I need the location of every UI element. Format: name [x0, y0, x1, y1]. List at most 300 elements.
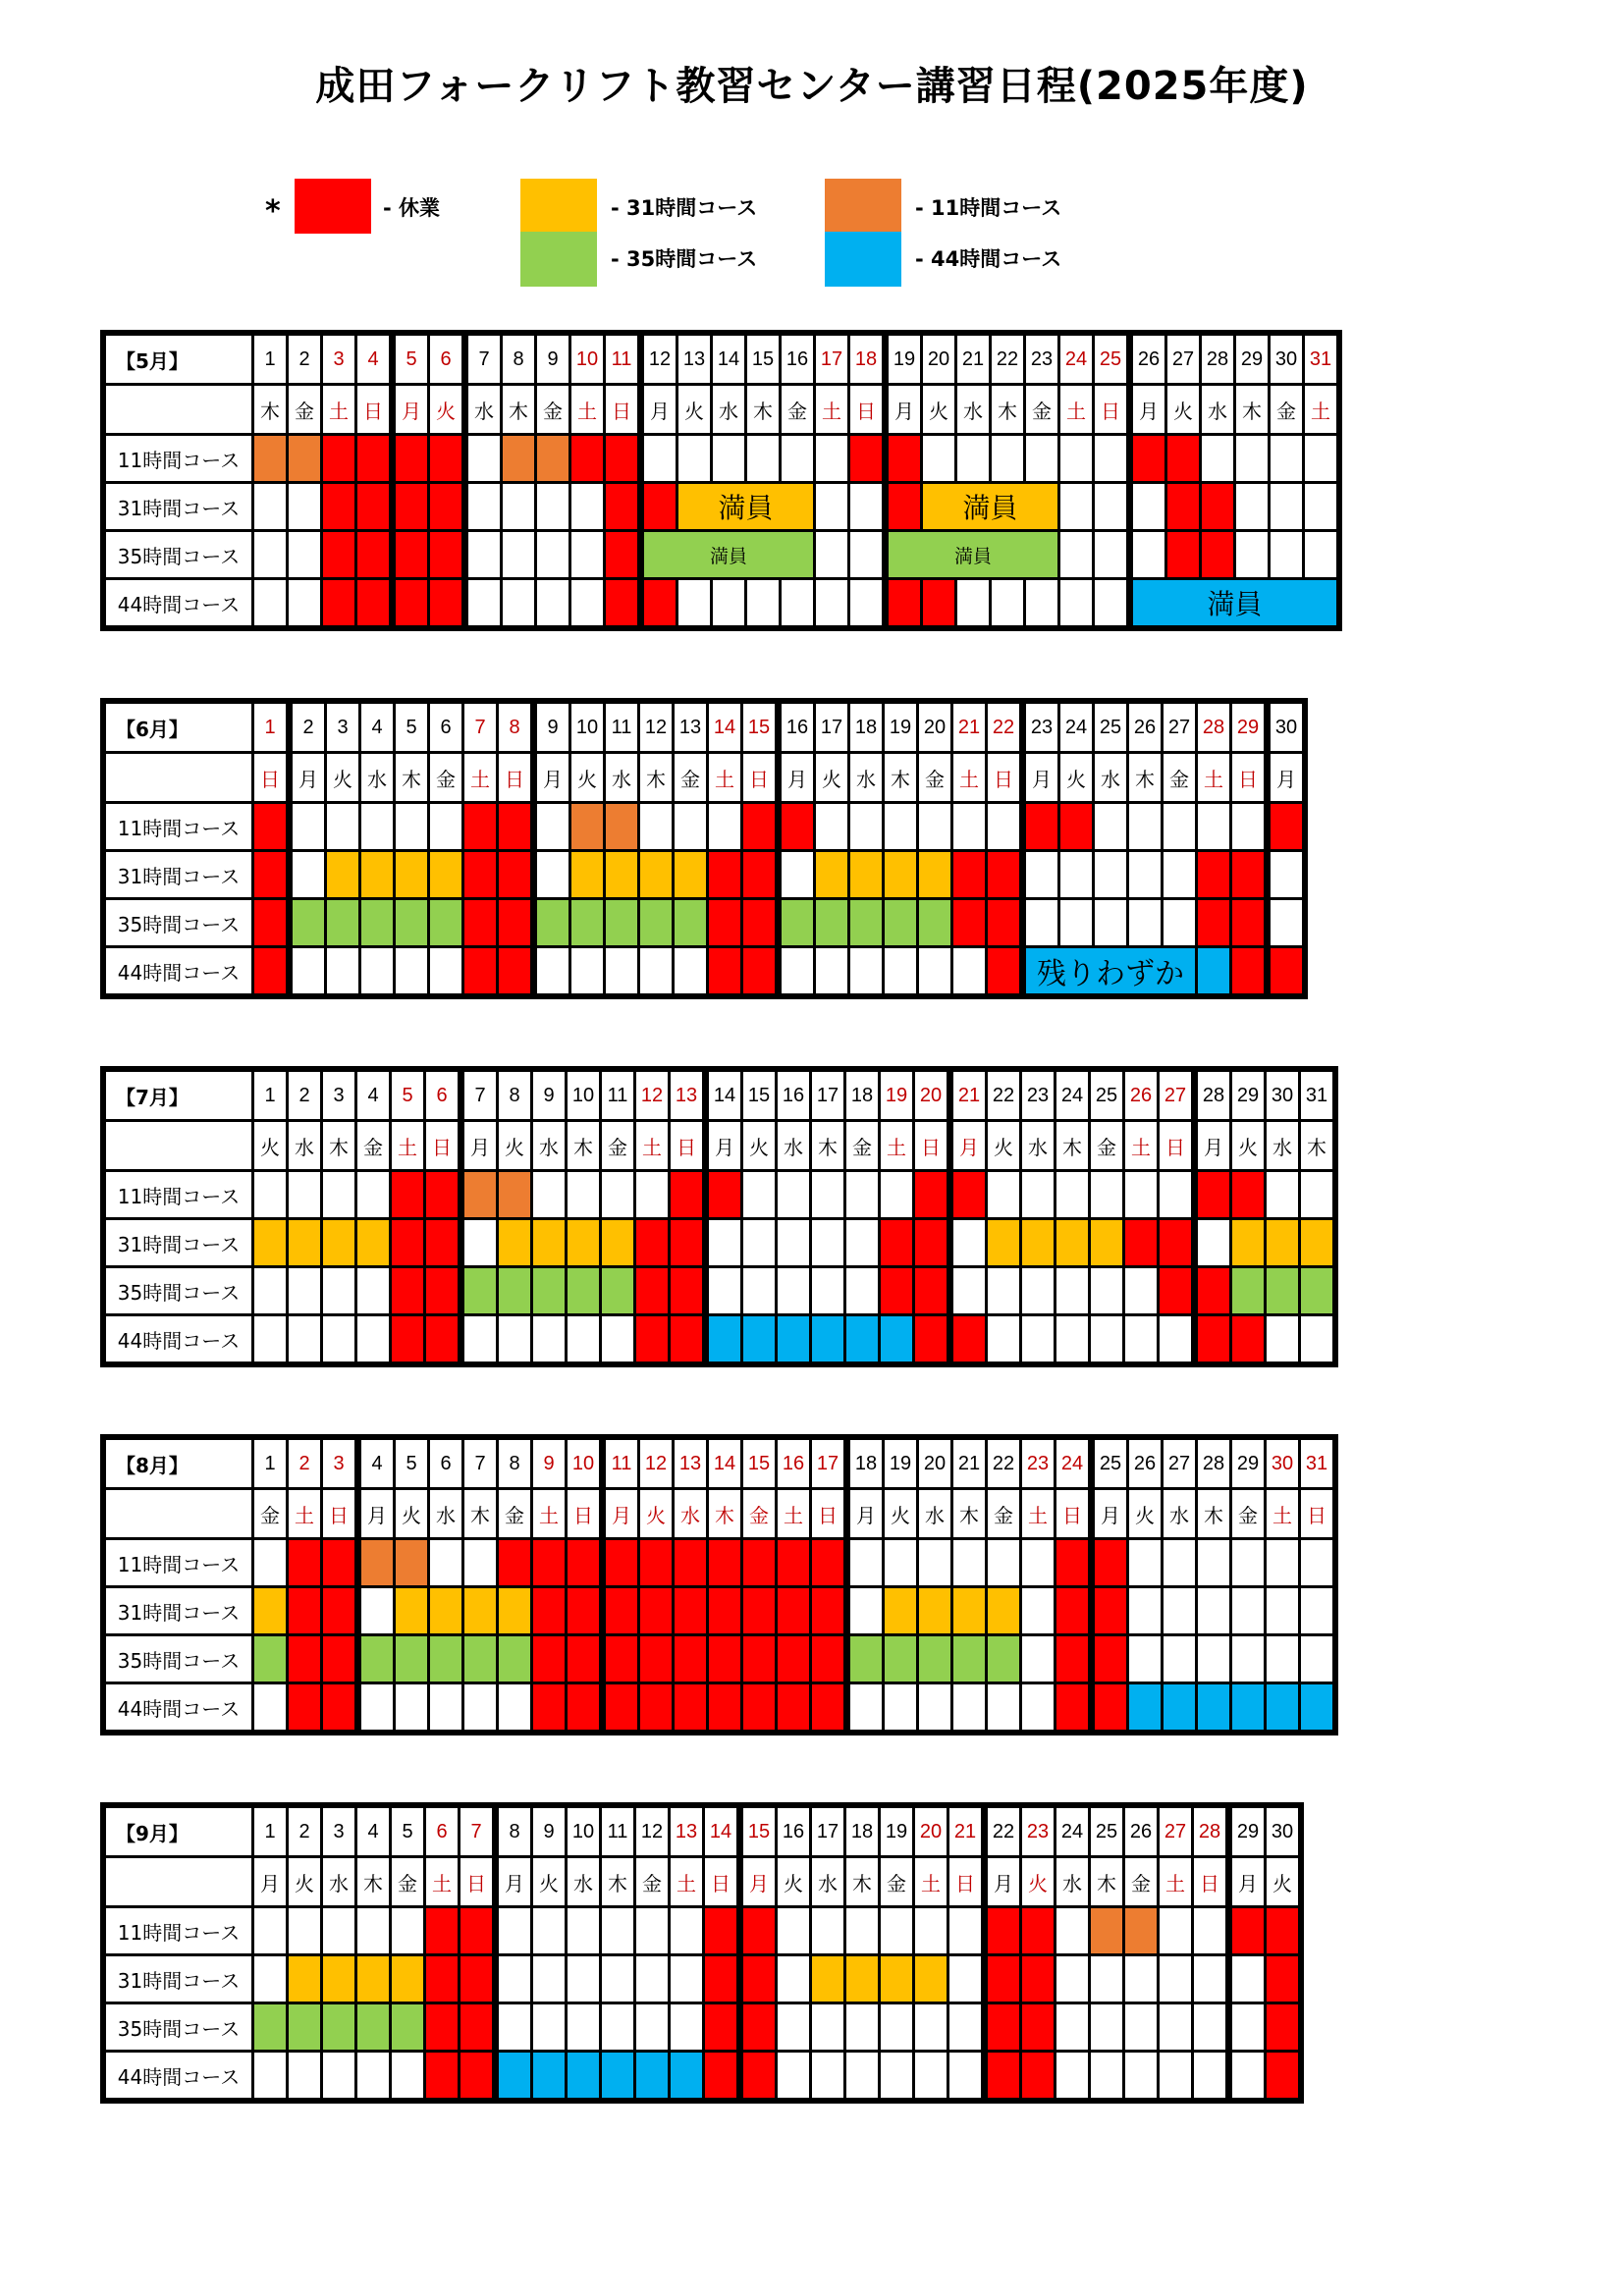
- schedule-cell: [740, 1907, 777, 1955]
- schedule-cell: [987, 1683, 1021, 1734]
- schedule-cell: [536, 435, 570, 483]
- schedule-cell: [1229, 1955, 1266, 2003]
- schedule-cell: [1094, 803, 1128, 851]
- schedule-cell: [1094, 579, 1130, 629]
- date-cell: 28: [1201, 333, 1235, 385]
- schedule-cell: [1231, 1587, 1266, 1635]
- schedule-cell: [1090, 2052, 1124, 2102]
- date-cell: 29: [1231, 701, 1268, 753]
- schedule-cell: [496, 1907, 532, 1955]
- date-cell: 29: [1235, 333, 1270, 385]
- weekday-cell: 火: [884, 1489, 918, 1539]
- schedule-cell: [1128, 1683, 1163, 1734]
- schedule-cell: [674, 1683, 708, 1734]
- schedule-cell: [498, 1539, 532, 1587]
- legend-swatch-11h: [825, 179, 901, 234]
- weekday-cell: 木: [811, 1121, 845, 1171]
- date-cell: 5: [391, 1069, 425, 1121]
- schedule-cell: [1159, 2052, 1193, 2102]
- schedule-cell: [290, 803, 326, 851]
- weekday-cell: 日: [1056, 1489, 1092, 1539]
- month-name: 【8月】: [103, 1437, 253, 1489]
- date-cell: 22: [987, 701, 1023, 753]
- schedule-cell: [1197, 1635, 1231, 1683]
- schedule-cell: [393, 531, 429, 579]
- schedule-cell: [605, 579, 641, 629]
- weekday-cell: 木: [1090, 1857, 1124, 1907]
- date-cell: 2: [288, 333, 322, 385]
- schedule-cell: [1090, 1907, 1124, 1955]
- date-cell: 8: [498, 1437, 532, 1489]
- schedule-cell: [886, 579, 922, 629]
- schedule-cell: [880, 1219, 914, 1267]
- schedule-cell: [1124, 1315, 1159, 1365]
- weekday-cell: 日: [987, 753, 1023, 803]
- schedule-cell: [987, 1539, 1021, 1587]
- schedule-cell: [1159, 2003, 1193, 2052]
- schedule-cell: [605, 803, 639, 851]
- date-cell: 18: [845, 1805, 880, 1857]
- weekday-cell: 月: [985, 1857, 1021, 1907]
- schedule-cell: [987, 1171, 1021, 1219]
- schedule-cell: [391, 1171, 425, 1219]
- schedule-cell: [465, 531, 502, 579]
- schedule-cell: [253, 1907, 288, 1955]
- schedule-cell: [1090, 2003, 1124, 2052]
- legend-label-11h: - 11時間コース: [915, 196, 1062, 220]
- schedule-cell: [1270, 531, 1304, 579]
- weekday-cell: 水: [288, 1121, 322, 1171]
- date-cell: 29: [1231, 1069, 1266, 1121]
- schedule-cell: [880, 1315, 914, 1365]
- schedule-cell: [601, 1907, 635, 1955]
- legend-swatch-44h: [825, 232, 901, 287]
- schedule-cell: [987, 803, 1023, 851]
- weekday-cell: 木: [1197, 1489, 1231, 1539]
- date-cell: 5: [391, 1805, 425, 1857]
- date-cell: 9: [536, 333, 570, 385]
- date-cell: 17: [811, 1805, 845, 1857]
- schedule-cell: [950, 1315, 987, 1365]
- schedule-cell: [1197, 803, 1231, 851]
- course-label-11h: 11時間コース: [103, 803, 253, 851]
- weekday-cell: 水: [1094, 753, 1128, 803]
- schedule-cell: [914, 2003, 948, 2052]
- schedule-cell: [811, 1267, 845, 1315]
- schedule-cell: [1229, 2052, 1266, 2102]
- status-note: 満員: [1130, 579, 1340, 629]
- schedule-cell: [429, 435, 465, 483]
- schedule-cell: [461, 1315, 498, 1365]
- course-label-31h: 31時間コース: [103, 851, 253, 899]
- schedule-cell: [253, 1635, 288, 1683]
- schedule-cell: [567, 2003, 601, 2052]
- schedule-cell: [948, 2003, 985, 2052]
- schedule-cell: [1059, 899, 1094, 947]
- schedule-cell: [532, 1539, 567, 1587]
- date-cell: 27: [1163, 1437, 1197, 1489]
- schedule-cell: [253, 803, 290, 851]
- schedule-cell: [463, 1539, 498, 1587]
- schedule-cell: [670, 1907, 704, 1955]
- weekday-cell: 日: [253, 753, 290, 803]
- schedule-cell: [886, 483, 922, 531]
- schedule-cell: [601, 1955, 635, 2003]
- weekday-cell: 土: [952, 753, 987, 803]
- date-cell: 29: [1229, 1805, 1266, 1857]
- schedule-cell: [463, 1587, 498, 1635]
- schedule-cell: [567, 1683, 603, 1734]
- schedule-cell: [1304, 483, 1340, 531]
- date-cell: 13: [670, 1069, 706, 1121]
- weekday-cell: 水: [429, 1489, 463, 1539]
- schedule-cell: [1266, 1219, 1300, 1267]
- schedule-cell: [496, 1955, 532, 2003]
- schedule-cell: [1059, 435, 1094, 483]
- weekday-cell: 木: [708, 1489, 742, 1539]
- date-cell: 25: [1090, 1069, 1124, 1121]
- date-cell: 9: [532, 1437, 567, 1489]
- schedule-cell: [1201, 483, 1235, 531]
- schedule-cell: [1197, 1683, 1231, 1734]
- schedule-cell: [601, 1219, 635, 1267]
- weekday-cell: 金: [674, 753, 708, 803]
- weekday-cell: 金: [253, 1489, 288, 1539]
- schedule-cell: [322, 1539, 358, 1587]
- date-cell: 8: [502, 333, 536, 385]
- schedule-cell: [884, 803, 918, 851]
- schedule-cell: [567, 1635, 603, 1683]
- date-cell: 15: [742, 701, 779, 753]
- schedule-cell: [1235, 435, 1270, 483]
- weekday-cell: 火: [1266, 1857, 1302, 1907]
- schedule-cell: [781, 579, 815, 629]
- date-cell: 27: [1159, 1805, 1193, 1857]
- weekday-cell: 水: [1056, 1857, 1090, 1907]
- schedule-cell: [1266, 1171, 1300, 1219]
- schedule-cell: [922, 579, 956, 629]
- weekday-header-blank: [103, 385, 253, 435]
- status-note: 満員: [922, 483, 1059, 531]
- schedule-cell: [1021, 1539, 1056, 1587]
- date-cell: 22: [987, 1437, 1021, 1489]
- schedule-cell: [1163, 1587, 1197, 1635]
- schedule-table: [100, 330, 1342, 631]
- weekday-cell: 金: [987, 1489, 1021, 1539]
- schedule-cell: [674, 851, 708, 899]
- schedule-cell: [532, 1315, 567, 1365]
- schedule-cell: [1021, 1955, 1056, 2003]
- schedule-cell: [742, 1315, 777, 1365]
- schedule-cell: [985, 1955, 1021, 2003]
- legend-label-35h: - 35時間コース: [611, 247, 758, 271]
- schedule-cell: [534, 803, 570, 851]
- schedule-cell: [1195, 1171, 1231, 1219]
- schedule-cell: [985, 2052, 1021, 2102]
- schedule-cell: [948, 1907, 985, 1955]
- schedule-cell: [1021, 2052, 1056, 2102]
- schedule-cell: [674, 1539, 708, 1587]
- weekday-cell: 土: [1304, 385, 1340, 435]
- weekday-cell: 日: [1231, 753, 1268, 803]
- schedule-cell: [1130, 531, 1166, 579]
- schedule-cell: [395, 1635, 429, 1683]
- schedule-cell: [288, 1587, 322, 1635]
- schedule-cell: [395, 851, 429, 899]
- schedule-cell: [567, 1955, 601, 2003]
- schedule-cell: [393, 483, 429, 531]
- date-cell: 27: [1159, 1069, 1195, 1121]
- weekday-cell: 火: [498, 1121, 532, 1171]
- date-cell: 15: [746, 333, 781, 385]
- schedule-cell: [322, 435, 356, 483]
- schedule-cell: [811, 1907, 845, 1955]
- schedule-cell: [1056, 1907, 1090, 1955]
- schedule-cell: [918, 851, 952, 899]
- schedule-cell: [532, 1267, 567, 1315]
- schedule-cell: [948, 1955, 985, 2003]
- schedule-cell: [288, 2052, 322, 2102]
- schedule-cell: [1195, 1267, 1231, 1315]
- schedule-cell: [708, 851, 742, 899]
- course-label-31h: 31時間コース: [103, 1955, 253, 2003]
- legend-label-31h: - 31時間コース: [611, 196, 758, 220]
- schedule-cell: [567, 1539, 603, 1587]
- schedule-cell: [952, 1539, 987, 1587]
- date-cell: 1: [253, 1069, 288, 1121]
- weekday-cell: 金: [781, 385, 815, 435]
- schedule-cell: [1193, 2052, 1229, 2102]
- schedule-cell: [429, 1539, 463, 1587]
- schedule-cell: [1128, 1587, 1163, 1635]
- schedule-cell: [956, 435, 991, 483]
- schedule-cell: [674, 803, 708, 851]
- schedule-cell: [884, 899, 918, 947]
- schedule-cell: [987, 851, 1023, 899]
- course-label-35h: 35時間コース: [103, 531, 253, 579]
- weekday-cell: 火: [777, 1857, 811, 1907]
- schedule-cell: [1021, 1587, 1056, 1635]
- schedule-cell: [1056, 1219, 1090, 1267]
- schedule-cell: [1197, 1587, 1231, 1635]
- weekday-cell: 土: [391, 1121, 425, 1171]
- schedule-cell: [845, 1219, 880, 1267]
- weekday-cell: 土: [1124, 1121, 1159, 1171]
- course-label-44h: 44時間コース: [103, 947, 253, 997]
- schedule-cell: [605, 531, 641, 579]
- weekday-cell: 日: [1300, 1489, 1336, 1539]
- date-cell: 18: [849, 333, 886, 385]
- weekday-cell: 月: [779, 753, 815, 803]
- schedule-cell: [570, 483, 605, 531]
- weekday-cell: 土: [635, 1121, 670, 1171]
- date-cell: 18: [845, 1069, 880, 1121]
- schedule-cell: [536, 483, 570, 531]
- weekday-cell: 月: [950, 1121, 987, 1171]
- schedule-cell: [1163, 1683, 1197, 1734]
- schedule-cell: [393, 579, 429, 629]
- weekday-cell: 日: [1193, 1857, 1229, 1907]
- schedule-cell: [1304, 435, 1340, 483]
- schedule-cell: [425, 1907, 460, 1955]
- schedule-cell: [742, 851, 779, 899]
- schedule-cell: [395, 803, 429, 851]
- schedule-cell: [463, 1635, 498, 1683]
- weekday-cell: 金: [880, 1857, 914, 1907]
- schedule-cell: [567, 1587, 603, 1635]
- schedule-cell: [356, 1267, 391, 1315]
- schedule-cell: [356, 2052, 391, 2102]
- schedule-cell: [1229, 1907, 1266, 1955]
- schedule-cell: [704, 1907, 740, 1955]
- schedule-cell: [532, 1587, 567, 1635]
- schedule-cell: [1266, 1683, 1300, 1734]
- schedule-cell: [1231, 1683, 1266, 1734]
- schedule-cell: [1090, 1267, 1124, 1315]
- date-cell: 6: [425, 1069, 461, 1121]
- schedule-cell: [1092, 1587, 1128, 1635]
- schedule-cell: [884, 1539, 918, 1587]
- weekday-cell: 水: [322, 1857, 356, 1907]
- schedule-cell: [1056, 1955, 1090, 2003]
- date-cell: 3: [322, 1437, 358, 1489]
- schedule-cell: [1166, 435, 1201, 483]
- weekday-cell: 月: [886, 385, 922, 435]
- schedule-cell: [1201, 435, 1235, 483]
- course-label-11h: 11時間コース: [103, 435, 253, 483]
- schedule-cell: [288, 1267, 322, 1315]
- schedule-cell: [742, 1683, 777, 1734]
- schedule-cell: [360, 947, 395, 997]
- date-cell: 30: [1270, 333, 1304, 385]
- schedule-cell: [849, 483, 886, 531]
- schedule-cell: [987, 1635, 1021, 1683]
- schedule-cell: [635, 2052, 670, 2102]
- schedule-cell: [914, 1907, 948, 1955]
- schedule-cell: [498, 1219, 532, 1267]
- schedule-cell: [1300, 1219, 1336, 1267]
- schedule-cell: [1056, 1635, 1092, 1683]
- schedule-cell: [498, 947, 534, 997]
- weekday-cell: 月: [1229, 1857, 1266, 1907]
- schedule-cell: [605, 947, 639, 997]
- schedule-cell: [815, 899, 849, 947]
- weekday-cell: 水: [567, 1857, 601, 1907]
- date-cell: 19: [880, 1805, 914, 1857]
- schedule-cell: [502, 435, 536, 483]
- schedule-cell: [677, 435, 712, 483]
- schedule-cell: [635, 1267, 670, 1315]
- schedule-cell: [253, 851, 290, 899]
- weekday-cell: 水: [1021, 1121, 1056, 1171]
- date-cell: 4: [356, 333, 393, 385]
- schedule-cell: [532, 1907, 567, 1955]
- date-cell: 7: [463, 1437, 498, 1489]
- weekday-cell: 日: [425, 1121, 461, 1171]
- legend-swatch-35h: [520, 232, 597, 287]
- schedule-cell: [670, 1219, 706, 1267]
- schedule-cell: [1128, 1635, 1163, 1683]
- schedule-cell: [639, 947, 674, 997]
- schedule-cell: [815, 851, 849, 899]
- schedule-cell: [880, 2052, 914, 2102]
- course-label-11h: 11時間コース: [103, 1171, 253, 1219]
- schedule-cell: [777, 1587, 811, 1635]
- date-cell: 31: [1300, 1437, 1336, 1489]
- schedule-cell: [849, 947, 884, 997]
- date-cell: 12: [639, 1437, 674, 1489]
- weekday-cell: 水: [1163, 1489, 1197, 1539]
- weekday-cell: 火: [742, 1121, 777, 1171]
- weekday-cell: 水: [956, 385, 991, 435]
- schedule-cell: [1094, 899, 1128, 947]
- schedule-cell: [1193, 2003, 1229, 2052]
- schedule-cell: [358, 1635, 395, 1683]
- schedule-cell: [288, 1955, 322, 2003]
- schedule-cell: [1304, 531, 1340, 579]
- schedule-cell: [815, 435, 849, 483]
- schedule-cell: [815, 531, 849, 579]
- date-cell: 9: [532, 1069, 567, 1121]
- schedule-cell: [1231, 1219, 1266, 1267]
- weekday-cell: 土: [1197, 753, 1231, 803]
- schedule-cell: [884, 947, 918, 997]
- schedule-cell: [322, 579, 356, 629]
- date-cell: 7: [463, 701, 498, 753]
- schedule-cell: [742, 1587, 777, 1635]
- date-cell: 20: [922, 333, 956, 385]
- schedule-cell: [845, 1907, 880, 1955]
- weekday-cell: 木: [322, 1121, 356, 1171]
- schedule-cell: [356, 1219, 391, 1267]
- schedule-cell: [326, 803, 360, 851]
- schedule-cell: [460, 2003, 496, 2052]
- schedule-cell: [1090, 1315, 1124, 1365]
- schedule-cell: [570, 947, 605, 997]
- schedule-cell: [1092, 1635, 1128, 1683]
- date-cell: 23: [1021, 1069, 1056, 1121]
- legend-asterisk: *: [265, 194, 281, 229]
- schedule-cell: [708, 947, 742, 997]
- date-cell: 5: [395, 701, 429, 753]
- schedule-cell: [880, 2003, 914, 2052]
- schedule-cell: [425, 1955, 460, 2003]
- month-september-calendar: [100, 1802, 1304, 2104]
- weekday-cell: 月: [253, 1857, 288, 1907]
- schedule-cell: [811, 1539, 847, 1587]
- schedule-cell: [914, 1315, 950, 1365]
- weekday-cell: 水: [712, 385, 746, 435]
- schedule-cell: [1193, 1955, 1229, 2003]
- month-name: 【9月】: [103, 1805, 253, 1857]
- schedule-cell: [1231, 1171, 1266, 1219]
- schedule-cell: [708, 1587, 742, 1635]
- schedule-cell: [463, 1683, 498, 1734]
- schedule-cell: [639, 851, 674, 899]
- schedule-cell: [253, 483, 288, 531]
- date-cell: 20: [918, 701, 952, 753]
- month-name: 【7月】: [103, 1069, 253, 1121]
- schedule-cell: [742, 899, 779, 947]
- weekday-header-blank: [103, 753, 253, 803]
- weekday-cell: 木: [463, 1489, 498, 1539]
- schedule-cell: [1059, 579, 1094, 629]
- schedule-cell: [1059, 531, 1094, 579]
- date-cell: 1: [253, 1805, 288, 1857]
- schedule-cell: [914, 1267, 950, 1315]
- schedule-cell: [603, 1539, 639, 1587]
- schedule-cell: [1231, 1267, 1266, 1315]
